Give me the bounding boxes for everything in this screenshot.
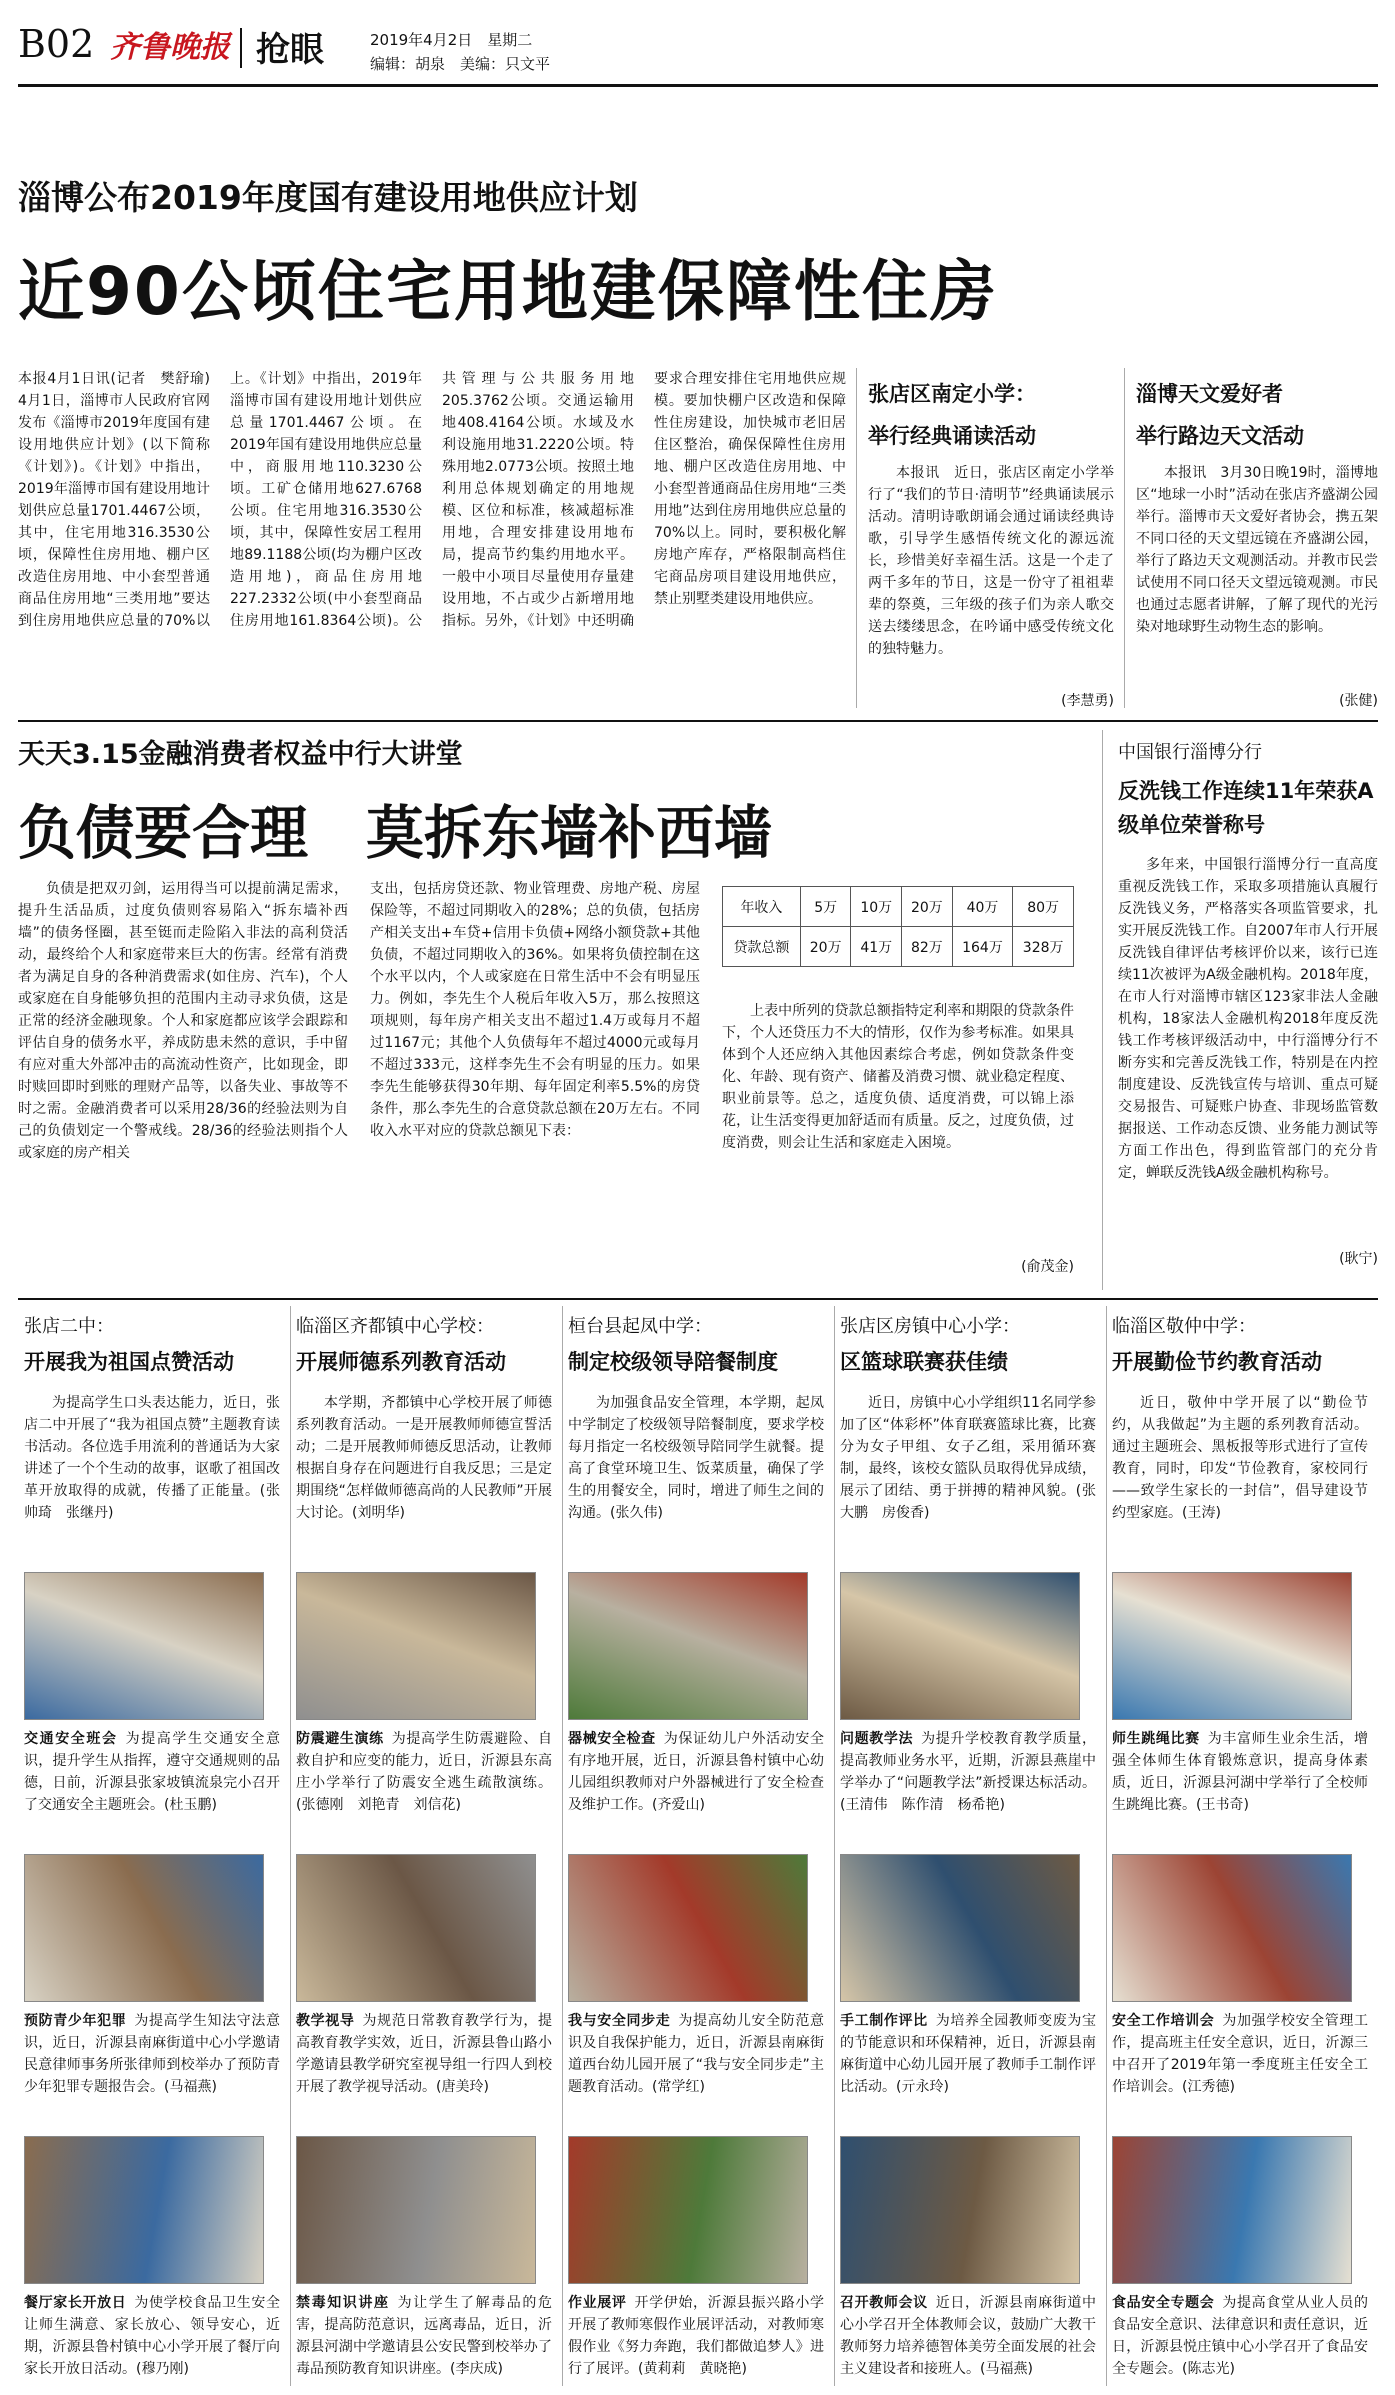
boc-body: 多年来，中国银行淄博分行一直高度重视反洗钱工作，采取多项措施认真履行反洗钱义务，严格落实各项监管要求，扎实开展反洗钱工作。自2007年市人行开展反洗钱自律评估考核评价以来，该行已连续11次被评为A级金融机构。2018年度，在市人行对淄博市辖区123家非法人金融机构，18家法人金融机构2018年度反洗钱工作考核评级活动中，中行淄博分行不断夯实和完善反洗钱工作，特别是在内控制度建设、反洗钱宣传与培训、重点可疑交易报告、可疑账户协查、非现场监管数据报送、工作动态反馈、业务能力测试等方面工作出色，得到监管部门的充分肯定，蝉联反洗钱A级金融机构称号。 xyxy=(1118,857,1378,1181)
column-intro: 近日，房镇中心小学组织11名同学参加了区“体彩杯”体育联赛篮球比赛，比赛分为女子甲组、女子乙组，采用循环赛制，最终，该校女篮队员取得优异成绩，展示了团结、勇于拼搏的精神风貌。(张大鹏 房俊香) xyxy=(840,1395,1096,1521)
news-column xyxy=(1112,1312,1368,2395)
table-cell: 41万 xyxy=(851,927,902,967)
table-cell: 10万 xyxy=(851,887,902,927)
table-cell: 164万 xyxy=(952,927,1013,967)
brief-kicker: 张店区南定小学： xyxy=(868,382,1036,406)
lead-headline: 近90公顷住宅用地建保障性住房 xyxy=(18,253,998,330)
header-meta xyxy=(370,28,550,76)
photo-caption xyxy=(24,2010,280,2120)
brief-body: 本报讯 3月30日晚19时，淄博地区“地球一小时”活动在张店齐盛湖公园举行。淄博市天文爱好者协会，携五架不同口径的天文望远镜在齐盛湖公园，举行了路边天文观测活动。并教市民尝试使用不同口径天文望远镜观测。市民也通过志愿者讲解，了解了现代的光污染对地球野生动物生态的影响。 xyxy=(1136,465,1378,635)
column-kicker: 张店区房镇中心小学： xyxy=(840,1316,1020,1337)
caption-text: 为提高学生知法守法意识，近日，沂源县南麻街道中心小学邀请民意律师事务所张律师到校举办了预防青少年犯罪专题报告会。(马福燕) xyxy=(24,2013,280,2095)
column-divider xyxy=(1124,368,1125,708)
column-title: 开展勤俭节约教育活动 xyxy=(1112,1350,1322,1374)
news-photo xyxy=(296,1854,536,2002)
table-cell: 5万 xyxy=(800,887,851,927)
finance-byline: (俞茂金) xyxy=(1021,1259,1074,1275)
news-photo xyxy=(840,2136,1080,2284)
photo-caption xyxy=(296,2292,552,2395)
caption-title: 教学视导 xyxy=(296,2013,355,2029)
news-photo xyxy=(1112,1572,1352,1720)
table-cell: 328万 xyxy=(1013,927,1074,967)
column-title: 开展师德系列教育活动 xyxy=(296,1350,506,1374)
column-kicker: 桓台县起凤中学： xyxy=(568,1316,712,1337)
brief-byline: (李慧勇) xyxy=(1061,693,1114,709)
page-number: B02 xyxy=(18,22,95,66)
caption-title: 预防青少年犯罪 xyxy=(24,2013,127,2029)
header-divider xyxy=(240,28,242,68)
caption-title: 我与安全同步走 xyxy=(568,2013,671,2029)
news-photo xyxy=(568,1854,808,2002)
photo-caption xyxy=(1112,1728,1368,1838)
caption-text: 为规范日常教育教学行为，提高教育教学实效，近日，沂源县鲁山路小学邀请县教学研究室视导组一行四人到校开展了教学视导活动。(唐美玲) xyxy=(296,2013,552,2095)
column-kicker: 张店二中： xyxy=(24,1316,114,1337)
news-column xyxy=(296,1312,552,2395)
photo-caption xyxy=(568,2010,824,2120)
caption-text: 为丰富师生业余生活，增强全体师生体育锻炼意识，提高身体素质，近日，沂源县河湖中学举行了全校师生跳绳比赛。(王书奇) xyxy=(1112,1731,1368,1813)
caption-text: 为保证幼儿户外活动安全有序地开展，近日，沂源县鲁村镇中心幼儿园组织教师对户外器械进行了安全检查及维护工作。(齐爱山) xyxy=(568,1731,824,1813)
news-photo xyxy=(1112,2136,1352,2284)
caption-text: 为提高食堂从业人员的食品安全意识、法律意识和责任意识，近日，沂源县悦庄镇中心小学召开了食品安全专题会。(陈志光) xyxy=(1112,2295,1368,2377)
news-photo xyxy=(840,1854,1080,2002)
lead-body: 本报4月1日讯(记者 樊舒瑜) 4月1日，淄博市人民政府官网发布《淄博市2019年度国有建设用地供应计划》(以下简称《计划》)。《计划》中指出，2019年淄博市国有建设用地计划供应总量1701.4467公顷，其中，住宅用地316.3530公顷，保障性住房用地、棚户区改造住房用地、中小套型普通商品住房用地“三类用地”要达到住房用地供应总量的70%以上。《计划》中指出，2019年淄博市国有建设用地计划供应总量1701.4467公顷。在2019年国有建设用地供应总量中，商服用地110.3230公顷。工矿仓储用地627.6768公顷。住宅用地316.3530公顷，其中，保障性安居工程用地89.1188公顷(均为棚户区改造用地)，商品住房用地227.2332公顷(中小套型商品住房用地161.8364公顷)。公共管理与公共服务用地205.3762公顷。交通运输用地408.4164公顷。水域及水利设施用地31.2220公顷。特殊用地2.0773公顷。按照土地利用总体规划确定的用地规模、区位和标准，核减超标准用地，合理安排建设用地布局，提高节约集约用地水平。一般中小项目尽量使用存量建设用地，不占或少占新增用地指标。另外，《计划》中还明确要求合理安排住宅用地供应规模。要加快棚户区改造和保障性住房建设，加快城市老旧居住区整治，确保保障性住房用地、棚户区改造住房用地、中小套型普通商品住房用地“三类用地”达到住房用地供应总量的70%以上。同时，要积极化解房地产库存，严格限制高档住宅商品房项目建设用地供应，禁止别墅类建设用地供应。 xyxy=(18,371,846,629)
caption-title: 作业展评 xyxy=(568,2295,627,2311)
caption-title: 师生跳绳比赛 xyxy=(1112,1731,1200,1747)
photo-caption xyxy=(24,1728,280,1838)
caption-text: 为使学校食品卫生安全让师生满意、家长放心、领导安心，近期，沂源县鲁村镇中心小学开展了餐厅向家长开放日活动。(穆乃刚) xyxy=(24,2295,280,2377)
loan-table xyxy=(722,886,1074,967)
caption-text: 为提高学生防震避险、自救自护和应变的能力，近日，沂源县东高庄小学举行了防震安全逃生疏散演练。(张德刚 刘艳青 刘信花) xyxy=(296,1731,552,1813)
caption-title: 防震避生演练 xyxy=(296,1731,384,1747)
boc-kicker: 中国银行淄博分行 xyxy=(1118,742,1262,763)
photo-caption xyxy=(840,2010,1096,2120)
news-column xyxy=(840,1312,1096,2395)
table-cell: 80万 xyxy=(1013,887,1074,927)
boc-story xyxy=(1118,738,1378,1268)
news-photo xyxy=(1112,1854,1352,2002)
table-row-label: 贷款总额 xyxy=(723,927,801,967)
caption-text: 为提高幼儿安全防范意识及自我保护能力，近日，沂源县南麻街道西台幼儿园开展了“我与安全同步走”主题教育活动。(常学红) xyxy=(568,2013,824,2095)
table-cell: 82万 xyxy=(902,927,953,967)
news-column xyxy=(24,1312,280,2395)
column-divider xyxy=(834,1306,835,2386)
table-row-label: 年收入 xyxy=(723,887,801,927)
column-kicker: 临淄区齐都镇中心学校： xyxy=(296,1316,494,1337)
brief-kicker: 淄博天文爱好者 xyxy=(1136,382,1283,406)
column-kicker: 临淄区敬仲中学： xyxy=(1112,1316,1256,1337)
caption-text: 为提高学生交通安全意识，提升学生从指挥，遵守交通规则的品德，日前，沂源县张家坡镇流泉完小召开了交通安全主题班会。(杜玉鹏) xyxy=(24,1731,280,1813)
column-intro: 近日，敬仲中学开展了以“勤俭节约，从我做起”为主题的系列教育活动。通过主题班会、黑板报等形式进行了宣传教育，同时，印发“节俭教育，家校同行——致学生家长的一封信”，倡导建设节约型家庭。(王涛) xyxy=(1112,1395,1368,1521)
column-title: 制定校级领导陪餐制度 xyxy=(568,1350,778,1374)
photo-caption xyxy=(296,1728,552,1838)
caption-title: 餐厅家长开放日 xyxy=(24,2295,127,2311)
news-photo xyxy=(840,1572,1080,1720)
table-cell: 20万 xyxy=(902,887,953,927)
section-rule xyxy=(18,1298,1378,1300)
photo-caption xyxy=(840,1728,1096,1838)
caption-title: 交通安全班会 xyxy=(24,1731,118,1747)
caption-text: 为提升学校教育教学质量，提高教师业务水平，近期，沂源县燕崖中学举办了“问题教学法”新授课达标活动。(王清伟 陈作清 杨希艳) xyxy=(840,1731,1096,1813)
finance-headline: 负债要合理 莫拆东墙补西墙 xyxy=(18,799,773,867)
photo-caption xyxy=(296,2010,552,2120)
brief-title: 举行路边天文活动 xyxy=(1136,424,1304,448)
brief-astronomy xyxy=(1136,378,1378,710)
column-title: 区篮球联赛获佳绩 xyxy=(840,1350,1008,1374)
column-intro: 本学期，齐都镇中心学校开展了师德系列教育活动。一是开展教师师德宣誓活动；二是开展教师师德反思活动，让教师根据自身存在问题进行自我反思；三是定期围绕“怎样做师德高尚的人民教师”开展大讨论。(刘明华) xyxy=(296,1395,552,1521)
news-photo xyxy=(24,1854,264,2002)
news-column xyxy=(568,1312,824,2395)
finance-col1: 负债是把双刃剑，运用得当可以提前满足需求，提升生活品质，过度负债则容易陷入“拆东墙补西墙”的债务怪圈，甚至铤而走险陷入非法的高利贷活动，最终给个人和家庭带来巨大的伤害。经常有消费者为满足自身的各种消费需求(如住房、汽车)，个人或家庭在自身能够负担的范围内主动寻求负债，这是正常的经济金融现象。个人和家庭都应该学会跟踪和评估自身的债务水平，养成防患未然的意识，手中留有应对重大外部冲击的高流动性资产，比如现金，即时赎回即时到账的理财产品等，以备失业、事故等不时之需。金融消费者可以采用28/36的经验法则为自己的负债划定一个警戒线。28/36的经验法则指个人或家庭的房产相关 xyxy=(18,881,348,1161)
caption-title: 手工制作评比 xyxy=(840,2013,928,2029)
caption-title: 安全工作培训会 xyxy=(1112,2013,1215,2029)
caption-text: 近日，沂源县南麻街道中心小学召开全体教师会议，鼓励广大教干教师努力培养德智体美劳全面发展的社会主义建设者和接班人。(马福燕) xyxy=(840,2295,1096,2377)
caption-title: 器械安全检查 xyxy=(568,1731,656,1747)
caption-text: 开学伊始，沂源县振兴路小学开展了教师寒假作业展评活动，对教师寒假作业《努力奔跑，我们都做追梦人》进行了展评。(黄莉莉 黄晓艳) xyxy=(568,2295,824,2377)
photo-caption xyxy=(840,2292,1096,2395)
column-divider xyxy=(1106,1306,1107,2386)
brief-title: 举行经典诵读活动 xyxy=(868,424,1036,448)
column-divider xyxy=(562,1306,563,2386)
section-name: 抢眼 xyxy=(256,30,324,70)
column-divider xyxy=(856,368,857,708)
page-header xyxy=(0,0,1395,86)
news-photo xyxy=(296,2136,536,2284)
brief-body: 本报讯 近日，张店区南定小学举行了“我们的节日·清明节”经典诵读展示活动。清明诗歌朗诵会通过诵读经典诗歌，引导学生感悟传统文化的源远流长，珍惜美好幸福生活。这是一个走了两千多年的节日，这是一份守了祖祖辈辈的祭奠，三年级的孩子们为亲人歌交送去缕缕思念，在吟诵中感受传统文化的独特魅力。 xyxy=(868,465,1114,657)
table-cell: 20万 xyxy=(800,927,851,967)
caption-title: 食品安全专题会 xyxy=(1112,2295,1215,2311)
caption-title: 召开教师会议 xyxy=(840,2295,928,2311)
table-cell: 40万 xyxy=(952,887,1013,927)
caption-title: 禁毒知识讲座 xyxy=(296,2295,390,2311)
caption-text: 为加强学校安全管理工作，提高班主任安全意识，近日，沂源三中召开了2019年第一季度班主任安全工作培训会。(江秀德) xyxy=(1112,2013,1368,2095)
photo-caption xyxy=(1112,2292,1368,2395)
finance-col3: 上表中所列的贷款总额指特定利率和期限的贷款条件下，个人还贷压力不大的情形，仅作为参考标准。如果具体到个人还应纳入其他因素综合考虑，例如贷款条件变化、年龄、现有资产、储蓄及消费习惯、就业稳定程度、职业前景等。总之，适度负债、适度消费，可以锦上添花，让生活变得更加舒适而有质量。反之，过度负债，过度消费，则会让生活和家庭走入困境。 xyxy=(722,1003,1074,1151)
caption-text: 为让学生了解毒品的危害，提高防范意识，远离毒品，近日，沂源县河湖中学邀请县公安民警到校举办了毒品预防教育知识讲座。(李庆成) xyxy=(296,2295,552,2377)
boc-byline: (耿宁) xyxy=(1339,1251,1378,1267)
finance-kicker: 天天3.15金融消费者权益中行大讲堂 xyxy=(18,739,463,770)
column-title: 开展我为祖国点赞活动 xyxy=(24,1350,234,1374)
photo-caption xyxy=(568,2292,824,2395)
photo-caption xyxy=(1112,2010,1368,2120)
brief-byline: (张健) xyxy=(1339,693,1378,709)
news-photo xyxy=(568,1572,808,1720)
photo-caption xyxy=(568,1728,824,1838)
news-photo xyxy=(296,1572,536,1720)
column-intro: 为加强食品安全管理，本学期，起凤中学制定了校级领导陪餐制度，要求学校每月指定一名校级领导陪同学生就餐。提高了食堂环境卫生、饭菜质量，确保了学生的用餐安全，同时，增进了师生之间的沟通。(张久伟) xyxy=(568,1395,824,1521)
news-photo xyxy=(24,2136,264,2284)
news-photo xyxy=(24,1572,264,1720)
lead-kicker: 淄博公布2019年度国有建设用地供应计划 xyxy=(18,178,638,217)
newspaper-logo: 齐鲁晚报 xyxy=(110,30,230,65)
header-rule xyxy=(18,84,1378,87)
finance-col2: 支出，包括房贷还款、物业管理费、房地产税、房屋保险等，不超过同期收入的28%；总的负债，包括房产相关支出+车贷+信用卡负债+网络小额贷款+其他负债，不超过同期收入的36%。如果将负债控制在这个水平以内，个人或家庭在日常生活中不会有明显压力。例如，李先生个人税后年收入5万，那么按照这项规则，每年房产相关支出不超过1.4万或每月不超过1167元；其他个人负债每年不超过4000元或每月不超过333元，这样李先生不会有明显的压力。如果李先生能够获得30年期、每年固定利率5.5%的房贷条件，那么李先生的合意贷款总额在20万左右。不同收入水平对应的贷款总额见下表： xyxy=(370,881,700,1139)
photo-caption xyxy=(24,2292,280,2395)
news-photo xyxy=(568,2136,808,2284)
caption-text: 为培养全园教师变废为宝的节能意识和环保精神，近日，沂源县南麻街道中心幼儿园开展了教师手工制作评比活动。(亓永玲) xyxy=(840,2013,1096,2095)
table-row xyxy=(723,927,1074,967)
column-divider xyxy=(1102,730,1103,1290)
editors: 编辑：胡泉 美编：只文平 xyxy=(370,55,551,73)
table-row xyxy=(723,887,1074,927)
section-rule xyxy=(18,720,1378,722)
brief-nanding xyxy=(868,378,1114,710)
column-intro: 为提高学生口头表达能力，近日，张店二中开展了“我为祖国点赞”主题教育读书活动。各位选手用流利的普通话为大家讲述了一个个生动的故事，讴歌了祖国改革开放取得的成就，传播了正能量。(张帅琦 张继丹) xyxy=(24,1395,280,1521)
boc-title: 反洗钱工作连续11年荣获A级单位荣誉称号 xyxy=(1118,779,1374,837)
issue-date: 2019年4月2日 星期二 xyxy=(370,31,533,49)
column-divider xyxy=(290,1306,291,2386)
caption-title: 问题教学法 xyxy=(840,1731,914,1747)
